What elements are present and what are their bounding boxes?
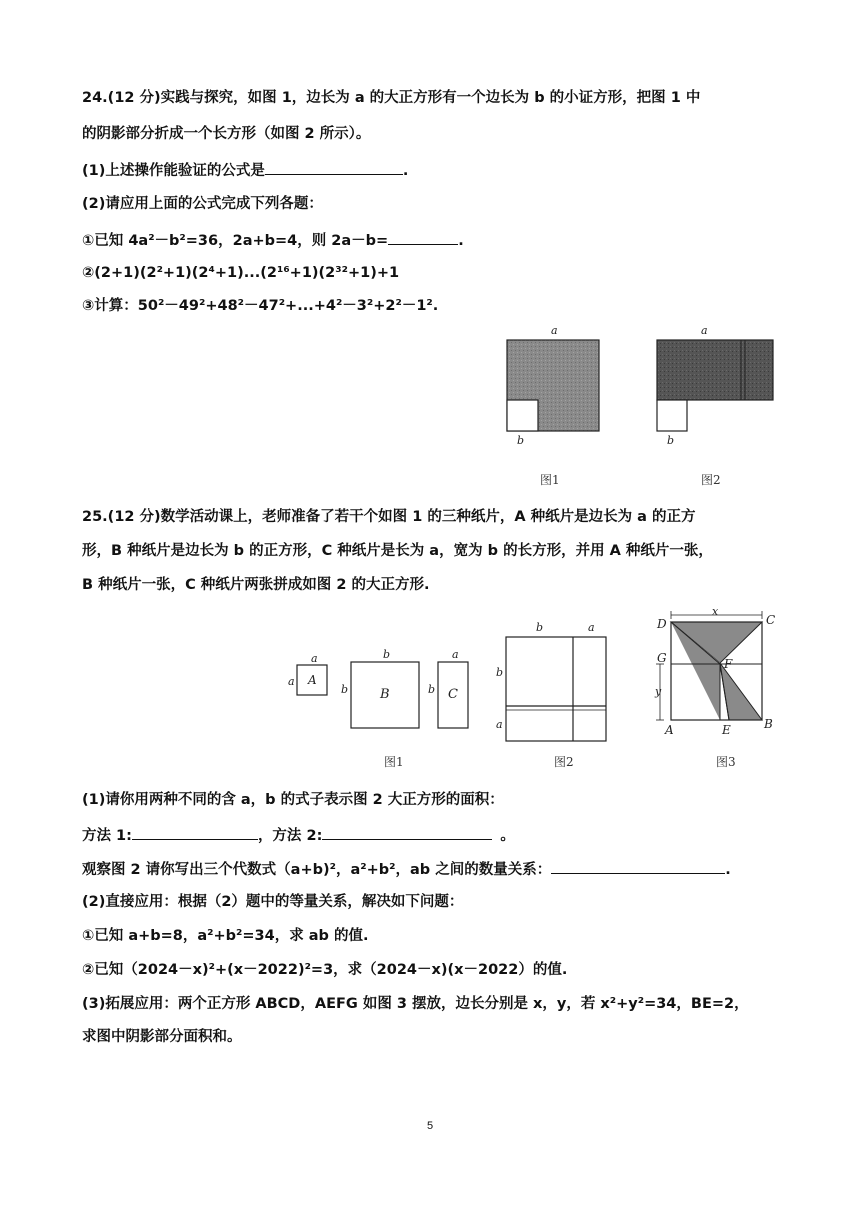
observe-text: 观察图 2 请你写出三个代数式（a+b)²，a²+b²，ab 之间的数量关系： bbox=[82, 862, 552, 878]
q24-part-1-end: . bbox=[402, 163, 409, 179]
q25-sub-1: ①已知 a+b=8，a²+b²=34，求 ab 的值. bbox=[82, 928, 369, 944]
fig3-point-F: F bbox=[724, 657, 733, 671]
q24-part-1-text: (1)上述操作能验证的公式是 bbox=[82, 163, 265, 179]
q24-figures bbox=[495, 318, 795, 494]
fig3-point-A: A bbox=[665, 723, 674, 737]
fig3-point-D: D bbox=[657, 617, 667, 631]
methods-end: 。 bbox=[500, 828, 515, 844]
q24-part-1-blank bbox=[265, 159, 403, 175]
fig2-small-square bbox=[657, 400, 687, 431]
q24-part-2: (2)请应用上面的公式完成下列各题： bbox=[82, 196, 323, 212]
fig1-small-square bbox=[507, 400, 538, 431]
fig3-point-B: B bbox=[764, 717, 773, 731]
fig1-A-label: A bbox=[308, 673, 317, 687]
method-2-blank bbox=[322, 824, 492, 840]
observe-end: . bbox=[725, 862, 731, 878]
q25-line-3: B 种纸片一张，C 种纸片两张拼成如图 2 的大正方形. bbox=[82, 577, 430, 593]
fig1-label-a: a bbox=[551, 324, 558, 337]
fig1-A-side-a: a bbox=[288, 675, 295, 688]
q24-title-line-2: 的阴影部分折成一个长方形（如图 2 所示）。 bbox=[82, 126, 371, 142]
fig3-diagram bbox=[654, 605, 775, 737]
observe-blank bbox=[551, 858, 725, 874]
fig2-label-a: a bbox=[701, 324, 708, 337]
q25-line-1: 25.(12 分)数学活动课上，老师准备了若干个如图 1 的三种纸片，A 种纸片是边长为 a 的正方 bbox=[82, 509, 696, 525]
fig3-point-C: C bbox=[766, 613, 776, 627]
method-2-label: ，方法 2: bbox=[257, 828, 323, 844]
q25-part-2: (2)直接应用：根据（2）题中的等量关系，解决如下问题： bbox=[82, 894, 464, 910]
fig2-rectangle bbox=[657, 340, 773, 400]
q25-part-3-line-2: 求图中阴影部分面积和。 bbox=[82, 1029, 242, 1045]
page-number: 5 bbox=[426, 1120, 434, 1132]
q25-methods bbox=[82, 824, 515, 846]
fig1-B-top-b: b bbox=[383, 648, 391, 661]
method-1-label: 方法 1: bbox=[82, 828, 132, 844]
fig1-C-side-b: b bbox=[428, 683, 436, 696]
q25-observe bbox=[82, 858, 731, 880]
fig2-top-b: b bbox=[536, 621, 544, 634]
fig1-B-side-b: b bbox=[341, 683, 349, 696]
q25-sub-2: ②已知（2024－x)²+(x－2022)²=3，求（2024－x)(x－2022）的值. bbox=[82, 962, 568, 978]
fig1-C-top-a: a bbox=[452, 648, 459, 661]
q25-part-1: (1)请你用两种不同的含 a，b 的式子表示图 2 大正方形的面积： bbox=[82, 792, 504, 808]
fig1-B-label: B bbox=[380, 687, 390, 702]
fig1-label-b: b bbox=[517, 434, 525, 447]
q24-sub-1-end: . bbox=[458, 233, 464, 249]
fig2-side-a: a bbox=[496, 718, 503, 731]
q25-fig2-caption: 图2 bbox=[554, 755, 574, 769]
fig2-big-square bbox=[506, 637, 606, 741]
q24-sub-3: ③计算：50²－49²+48²－47²+...+4²－3²+2²－1². bbox=[82, 298, 439, 314]
fig1-big-square bbox=[507, 340, 599, 431]
q25-fig3-caption: 图3 bbox=[716, 755, 736, 769]
fig2-label-b: b bbox=[667, 434, 675, 447]
q24-part-1 bbox=[82, 159, 408, 181]
q25-fig1-caption: 图1 bbox=[384, 755, 404, 769]
fig3-point-E: E bbox=[722, 723, 731, 737]
q25-part-3-line-1: (3)拓展应用：两个正方形 ABCD，AEFG 如图 3 摆放，边长分别是 x，y，若 x²+y²=34，BE=2， bbox=[82, 996, 749, 1012]
fig1-caption: 图1 bbox=[540, 473, 560, 487]
fig1-A-top-a: a bbox=[311, 652, 318, 665]
fig1-C-label: C bbox=[448, 687, 458, 702]
fig2-side-b: b bbox=[496, 666, 504, 679]
method-1-blank bbox=[132, 824, 258, 840]
q25-line-2: 形，B 种纸片是边长为 b 的正方形，C 种纸片是长为 a，宽为 b 的长方形，并用 A 种纸片一张， bbox=[82, 543, 713, 559]
fig3-x-label: x bbox=[712, 605, 719, 618]
q24-sub-1 bbox=[82, 229, 464, 251]
fig3-y-label: y bbox=[655, 685, 662, 698]
q24-sub-1-text: ①已知 4a²－b²=36，2a+b=4，则 2a－b= bbox=[82, 233, 389, 249]
fig3-point-G: G bbox=[657, 651, 667, 665]
fig2-top-a: a bbox=[588, 621, 595, 634]
fig2-caption: 图2 bbox=[701, 473, 721, 487]
q24-sub-1-blank bbox=[388, 229, 458, 245]
q25-figures bbox=[284, 602, 784, 782]
q24-sub-2: ②(2+1)(2²+1)(2⁴+1)...(2¹⁶+1)(2³²+1)+1 bbox=[82, 265, 400, 281]
q24-title-line-1: 24.(12 分)实践与探究，如图 1，边长为 a 的大正方形有一个边长为 b 的小证方形，把图 1 中 bbox=[82, 90, 701, 106]
